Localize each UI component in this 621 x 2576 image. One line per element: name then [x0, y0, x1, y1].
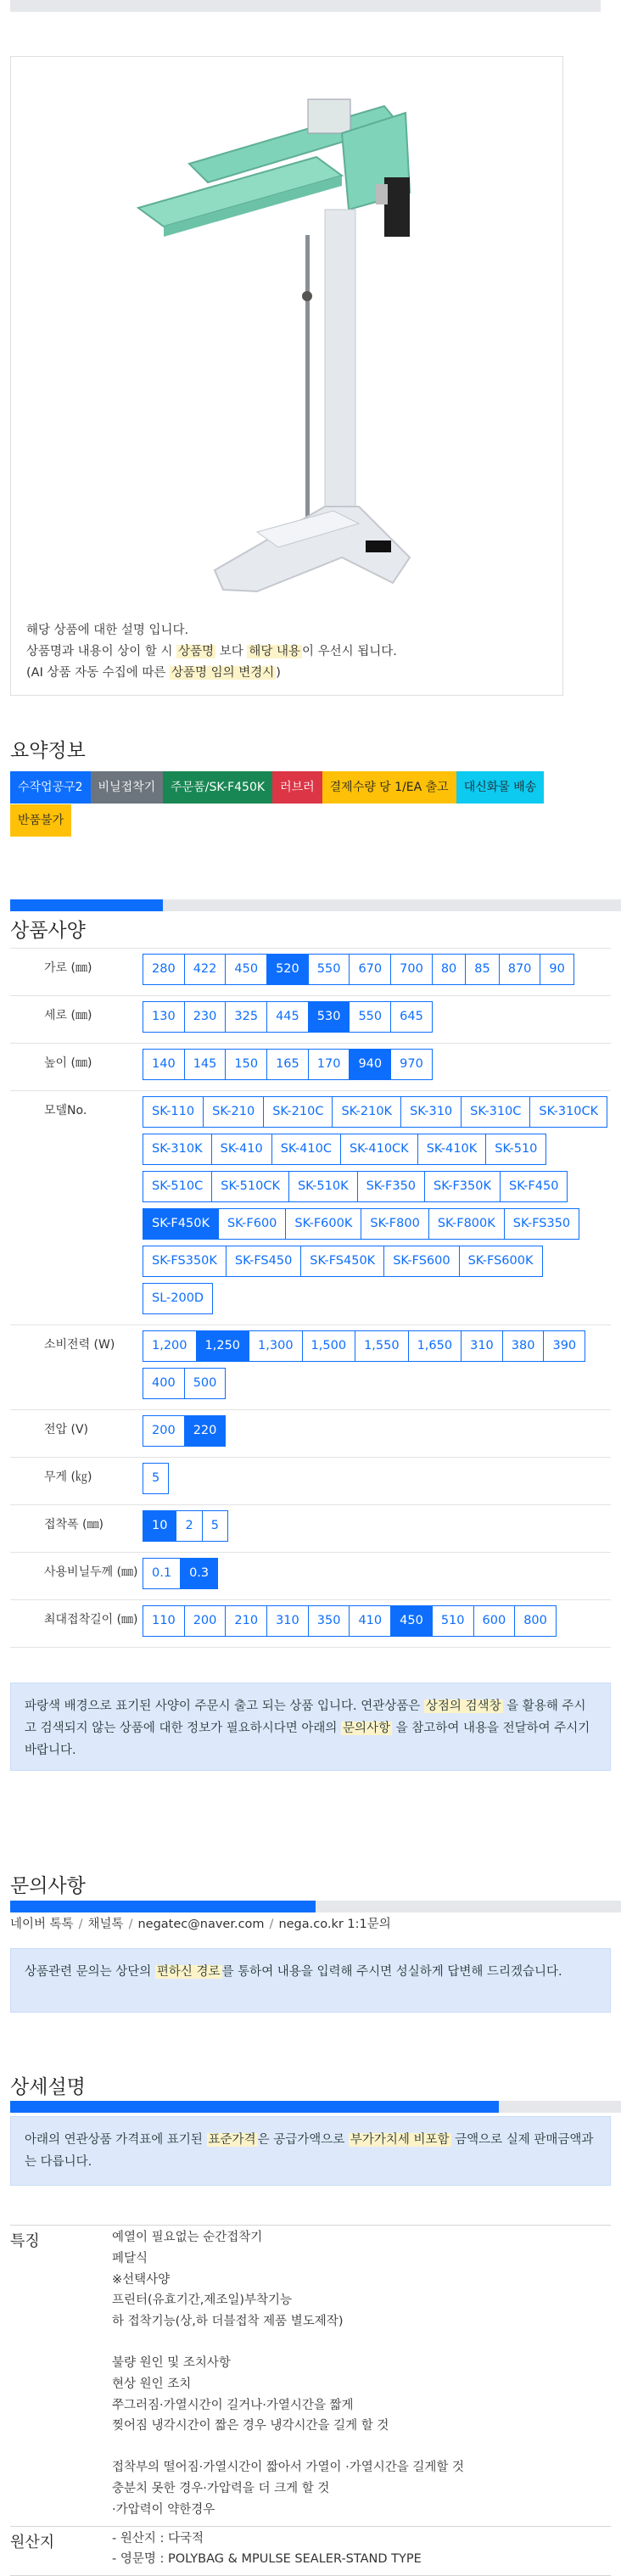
summary-tags	[10, 771, 553, 837]
spec-label: 접착폭 (㎜)	[44, 1518, 104, 1532]
detail-line: - 원산지 : 다국적	[112, 2531, 204, 2545]
spec-option[interactable]: SK-310CK	[529, 1096, 607, 1128]
text-span: (AI 상품 자동 수집에 따른	[26, 666, 170, 680]
product-image-panel	[10, 56, 563, 696]
highlight-text: 부가가치세 비포함	[350, 2133, 450, 2147]
text-span: 상품명과 내용이 상이 할 시	[26, 645, 177, 658]
product-description	[26, 620, 397, 684]
spec-options	[143, 1410, 611, 1457]
text-span: 은 공급가액으로	[257, 2133, 349, 2147]
detail-line: ※선택사양	[112, 2272, 171, 2287]
spec-option[interactable]: SK-410CK	[340, 1134, 418, 1165]
description-line	[26, 620, 397, 641]
spec-row	[10, 1410, 611, 1458]
description-line	[26, 663, 397, 684]
detail-progress-bar	[10, 2101, 621, 2113]
spec-options	[143, 996, 611, 1043]
text-span: 이 우선시 됩니다.	[302, 645, 397, 658]
separator: /	[269, 1918, 274, 1931]
spec-row	[10, 1091, 611, 1325]
spec-option[interactable]: 200	[143, 1415, 185, 1447]
spec-row	[10, 1044, 611, 1091]
spec-option[interactable]: SK-310	[400, 1096, 462, 1128]
spec-info-box	[10, 1683, 611, 1771]
spec-option[interactable]: 350	[308, 1605, 350, 1637]
summary-tag: 러브러	[272, 771, 322, 804]
spec-option[interactable]: SK-410C	[271, 1134, 341, 1165]
inquiry-title: 문의사항	[10, 1875, 86, 1897]
detail-line: - 영문명 : POLYBAG & MPULSE SEALER-STAND TYPE	[112, 2552, 422, 2567]
spec-options	[143, 1044, 611, 1090]
spec-option[interactable]: SK-FS600	[383, 1246, 459, 1277]
spec-option[interactable]: 1,650	[408, 1330, 462, 1362]
spec-option[interactable]: SK-510	[485, 1134, 546, 1165]
detail-value	[112, 2527, 611, 2576]
highlight-text: 상점의 검색창	[425, 1700, 501, 1713]
spec-option[interactable]: SK-F600K	[285, 1208, 361, 1240]
highlight-text: 편하신 경로	[156, 1965, 221, 1979]
detail-label: 특징	[10, 2232, 40, 2250]
spec-label: 최대접착길이 (㎜)	[44, 1613, 138, 1627]
spec-option-selected[interactable]: 530	[308, 1001, 350, 1033]
spec-option[interactable]: SK-F600	[218, 1208, 286, 1240]
inquiry-progress-fill	[10, 1901, 316, 1912]
spec-option-selected[interactable]: 10	[143, 1510, 176, 1542]
spec-option[interactable]: 140	[143, 1049, 185, 1080]
spec-option[interactable]: 410	[349, 1605, 391, 1637]
spec-option[interactable]: SK-FS600K	[459, 1246, 543, 1277]
spec-option[interactable]: SK-F450	[500, 1171, 568, 1202]
inquiry-channel-link[interactable]: 채널톡	[87, 1918, 124, 1931]
spec-option[interactable]: 210	[225, 1605, 267, 1637]
spec-option[interactable]: 150	[225, 1049, 267, 1080]
summary-tag: 주문품/SK-F450K	[163, 771, 272, 804]
highlight-text: 표준가격	[208, 2133, 256, 2147]
spec-option[interactable]: 80	[432, 954, 466, 985]
detail-row	[10, 2527, 611, 2576]
spec-option[interactable]: 110	[143, 1605, 185, 1637]
spec-option[interactable]: 510	[432, 1605, 474, 1637]
spec-option[interactable]: 1,550	[355, 1330, 409, 1362]
spec-option[interactable]: 645	[390, 1001, 433, 1033]
spec-option[interactable]: SK-FS450	[226, 1246, 301, 1277]
spec-option[interactable]: SK-F350K	[424, 1171, 501, 1202]
detail-line: 프린터(유효기간,제조일)부착기능	[112, 2293, 293, 2308]
top-divider	[10, 0, 601, 12]
blank-line	[112, 2437, 611, 2457]
detail-line: 예열이 필요없는 순간접착기	[112, 2231, 263, 2244]
inquiry-progress-bar	[10, 1901, 621, 1912]
highlight-text: 상품명 임의 변경시	[171, 666, 275, 680]
detail-line: 찢어짐 냉각시간이 짧은 경우 냉각시간을 길게 할 것	[112, 2419, 389, 2433]
text-span: 을 참고하여 내용을 전달하여 주시기 바랍니다.	[25, 1722, 590, 1757]
spec-option[interactable]: 145	[184, 1049, 227, 1080]
spec-option[interactable]: 90	[540, 954, 573, 985]
detail-title: 상세설명	[10, 2076, 86, 2098]
inquiry-channel-link[interactable]: 네이버 톡톡	[10, 1918, 74, 1931]
spec-options	[143, 1553, 611, 1599]
spec-option[interactable]: SK-110	[143, 1096, 204, 1128]
spec-option[interactable]: 310	[461, 1330, 503, 1362]
inquiry-channels	[10, 1914, 391, 1932]
spec-options	[143, 1600, 611, 1647]
spec-option[interactable]: 5	[202, 1510, 228, 1542]
spec-option[interactable]: 450	[225, 954, 267, 985]
highlight-text: 상품명	[178, 645, 215, 658]
spec-option[interactable]: 1,500	[302, 1330, 356, 1362]
spec-option[interactable]: 310	[266, 1605, 309, 1637]
spec-title: 상품사양	[10, 920, 86, 942]
spec-option[interactable]: SK-310C	[461, 1096, 530, 1128]
spec-option[interactable]: SK-FS350K	[143, 1246, 227, 1277]
text-span: 해당 상품에 대한 설명 입니다.	[26, 624, 189, 637]
text-span: 파랑색 배경으로 표기된 사양이 주문시 출고 되는 상품 입니다. 연관상품은	[25, 1700, 424, 1713]
spec-option[interactable]: 380	[502, 1330, 545, 1362]
spec-option[interactable]: 85	[465, 954, 499, 985]
separator: /	[128, 1918, 133, 1931]
spec-option[interactable]: 200	[184, 1605, 227, 1637]
spec-option[interactable]: SK-210	[203, 1096, 264, 1128]
spec-option[interactable]: 400	[143, 1368, 185, 1399]
summary-tag: 수작업공구2	[10, 771, 91, 804]
spec-options	[143, 949, 611, 995]
spec-row	[10, 1505, 611, 1553]
detail-label: 원산지	[10, 2533, 55, 2551]
inquiry-info-box	[10, 1948, 611, 2013]
summary-tag: 결제수량 당 1/EA 출고	[322, 771, 456, 804]
spec-option[interactable]: SK-310K	[143, 1134, 212, 1165]
product-image	[130, 82, 452, 591]
spec-option[interactable]: 600	[473, 1605, 516, 1637]
spec-label: 가로 (㎜)	[44, 961, 92, 975]
detail-progress-fill	[10, 2101, 499, 2113]
spec-option[interactable]: SK-F800K	[428, 1208, 505, 1240]
text-span: 보다	[215, 645, 248, 658]
spec-option[interactable]: SK-410K	[417, 1134, 487, 1165]
inquiry-channel-link[interactable]: negatec@naver.com	[137, 1918, 265, 1931]
summary-tag: 반품불가	[10, 804, 71, 837]
spec-option[interactable]: SL-200D	[143, 1283, 213, 1314]
summary-title: 요약정보	[10, 740, 86, 762]
spec-option[interactable]: 700	[390, 954, 433, 985]
spec-option[interactable]: SK-510K	[288, 1171, 358, 1202]
spec-options	[143, 1458, 611, 1504]
spec-label: 무게 (㎏)	[44, 1470, 92, 1484]
spec-progress-bar	[10, 899, 621, 911]
text-span: 아래의 연관상품 가격표에 표기된	[25, 2133, 207, 2147]
detail-line: 하 접착기능(상,하 더블접착 제품 별도제작)	[112, 2315, 344, 2329]
spec-row	[10, 1553, 611, 1600]
spec-option[interactable]: 422	[184, 954, 227, 985]
spec-option[interactable]: SK-FS450K	[300, 1246, 384, 1277]
spec-row	[10, 1325, 611, 1410]
spec-label: 전압 (V)	[44, 1423, 88, 1436]
detail-line: 현상 원인 조치	[112, 2377, 192, 2391]
detail-line: 페달식	[112, 2251, 148, 2265]
spec-label: 소비전력 (W)	[44, 1338, 115, 1352]
spec-row	[10, 949, 611, 996]
spec-option[interactable]: 325	[225, 1001, 267, 1033]
description-line	[26, 641, 397, 663]
spec-option[interactable]: SK-210K	[332, 1096, 401, 1128]
spec-option-selected[interactable]: 450	[390, 1605, 433, 1637]
spec-option-selected[interactable]: 940	[349, 1049, 391, 1080]
spec-option-selected[interactable]: SK-F450K	[143, 1208, 219, 1240]
summary-tag: 비닐접착기	[91, 771, 164, 804]
detail-line: ·가압력이 약한경우	[112, 2502, 215, 2517]
spec-row	[10, 996, 611, 1044]
spec-option[interactable]: 670	[349, 954, 391, 985]
detail-line: 쭈그러짐·가열시간이 길거나·가열시간을 짧게	[112, 2398, 354, 2412]
spec-table	[10, 948, 611, 1648]
spec-option[interactable]: 800	[514, 1605, 557, 1637]
spec-option[interactable]: SK-F800	[361, 1208, 428, 1240]
spec-options	[143, 1505, 611, 1552]
spec-option[interactable]: 500	[184, 1368, 227, 1399]
spec-option[interactable]: 550	[349, 1001, 391, 1033]
spec-option[interactable]: SK-510CK	[211, 1171, 289, 1202]
text-span: 금액으로 실제 판매금액과는 다릅니다.	[25, 2133, 594, 2169]
spec-option-selected[interactable]: 220	[184, 1415, 227, 1447]
spec-option[interactable]: 2	[176, 1510, 202, 1542]
spec-label: 높이 (㎜)	[44, 1056, 92, 1070]
spec-label: 모델No.	[44, 1104, 87, 1117]
inquiry-channel-link[interactable]: nega.co.kr 1:1문의	[278, 1918, 391, 1931]
spec-option[interactable]: 1,200	[143, 1330, 197, 1362]
spec-option-selected[interactable]: 1,250	[196, 1330, 250, 1362]
spec-option[interactable]: SK-410	[211, 1134, 272, 1165]
spec-option[interactable]: 5	[143, 1463, 169, 1494]
separator: /	[78, 1918, 83, 1931]
spec-option[interactable]: 165	[266, 1049, 309, 1080]
spec-option[interactable]: 170	[308, 1049, 350, 1080]
highlight-text: 해당 내용	[249, 645, 301, 658]
detail-table	[10, 2225, 611, 2576]
spec-options	[143, 1091, 611, 1324]
spec-option[interactable]: 390	[543, 1330, 585, 1362]
spec-label: 세로 (㎜)	[44, 1009, 92, 1022]
spec-row	[10, 1458, 611, 1505]
spec-option[interactable]: 0.1	[143, 1558, 181, 1589]
spec-option[interactable]: SK-510C	[143, 1171, 212, 1202]
detail-value	[112, 2226, 611, 2526]
spec-row	[10, 1600, 611, 1648]
summary-tag: 대신화물 배송	[456, 771, 545, 804]
spec-option[interactable]: SK-F350	[357, 1171, 425, 1202]
spec-option[interactable]: 280	[143, 954, 185, 985]
spec-progress-fill	[10, 899, 163, 911]
detail-row	[10, 2226, 611, 2527]
spec-option[interactable]: 970	[390, 1049, 433, 1080]
spec-option[interactable]: SK-210C	[263, 1096, 333, 1128]
spec-option[interactable]: 1,300	[249, 1330, 303, 1362]
spec-option[interactable]: 230	[184, 1001, 227, 1033]
detail-line: 접착부의 떨어짐·가열시간이 짧아서 가열이 ·가열시간을 길게할 것	[112, 2461, 465, 2475]
text-span: 상품관련 문의는 상단의	[25, 1965, 155, 1979]
detail-line: 불량 원인 및 조치사항	[112, 2355, 231, 2370]
detail-line: 충분치 못한 경우·가압력을 더 크게 할 것	[112, 2481, 330, 2495]
spec-option-selected[interactable]: 0.3	[180, 1558, 218, 1589]
spec-label: 사용비닐두께 (㎜)	[44, 1565, 138, 1579]
spec-option[interactable]: 445	[266, 1001, 309, 1033]
spec-option[interactable]: SK-FS350	[504, 1208, 579, 1240]
spec-options	[143, 1325, 611, 1409]
spec-option[interactable]: 550	[308, 954, 350, 985]
text-span: 를 통하여 내용을 입력해 주시면 성실하게 답변해 드리겠습니다.	[221, 1965, 562, 1979]
spec-option-selected[interactable]: 520	[266, 954, 309, 985]
spec-option[interactable]: 870	[499, 954, 541, 985]
text-span: 을 활용해 주시고 검색되지 않는 상품에 대한 정보가 필요하시다면 아래의	[25, 1700, 586, 1735]
highlight-text: 문의사항	[343, 1722, 391, 1735]
text-span: )	[276, 666, 281, 680]
spec-option[interactable]: 130	[143, 1001, 185, 1033]
detail-info-box	[10, 2116, 611, 2186]
blank-line	[112, 2332, 611, 2353]
